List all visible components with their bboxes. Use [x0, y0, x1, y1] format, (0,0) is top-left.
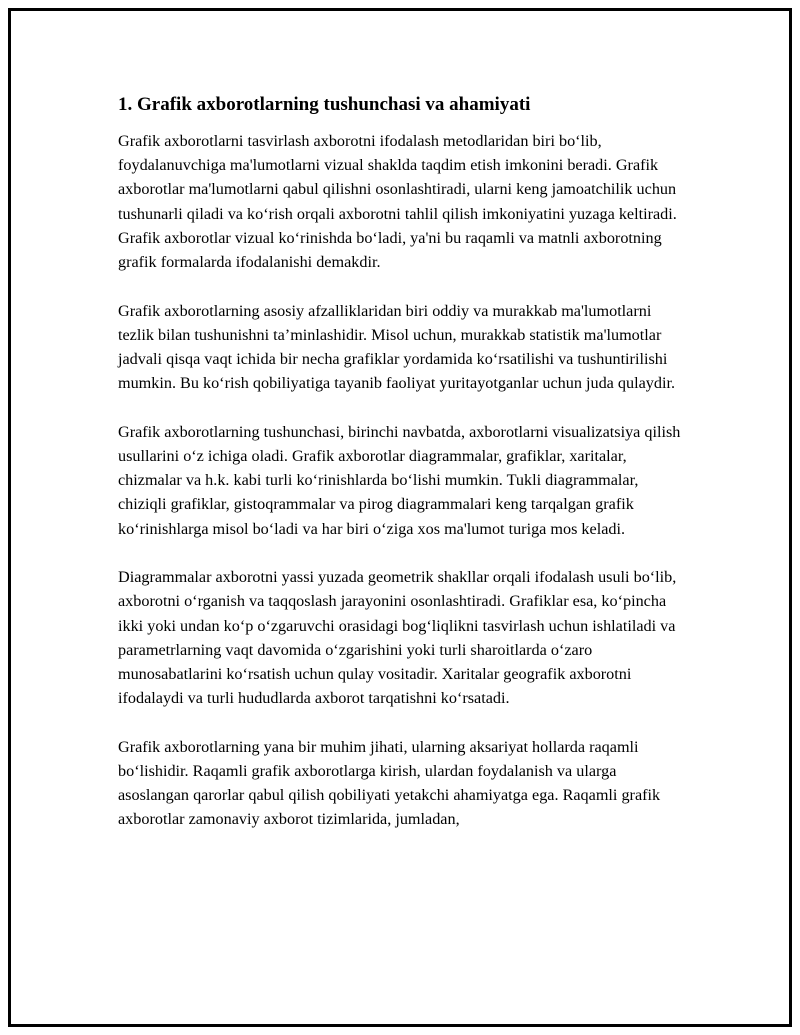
paragraph-4: Diagrammalar axborotni yassi yuzada geometrik shakllar orqali ifodalash usuli bo‘lib, axborotni o‘rganish va taqqoslash jarayonini osonlashtiradi. Grafiklar esa, ko‘pincha ikki yoki undan ko‘p o‘zgaruvchi orasidagi bog‘liqlikni tasvirlash uchun ishlatiladi va parametrlarning vaqt davomida o‘zgarishini yoki turli sharoitlarda o‘zaro munosabatlarini ko‘rsatish uchun qulay vositadir. Xaritalar geografik axborotni ifodalaydi va turli hududlarda axborot tarqatishni ko‘rsatadi.	[118, 568, 677, 708]
paragraph-5: Grafik axborotlarning yana bir muhim jihati, ularning aksariyat hollarda raqamli bo‘lishidir. Raqamli grafik axborotlarga kirish, ulardan foydalanish va ularga asoslangan qarorlar qabul qilish qobiliyati yetakchi ahamiyatga ega. Raqamli grafik axborotlar zamonaviy axborot tizimlarida, jumladan,	[118, 737, 661, 829]
paragraph-3: Grafik axborotlarning tushunchasi, birinchi navbatda, axborotlarni visualizatsiya qilish usullarini o‘z ichiga oladi. Grafik axborotlar diagrammalar, grafiklar, xaritalar, chizmalar va h.k. kabi turli ko‘rinishlarda bo‘lishi mumkin. Tukli diagrammalar, chiziqli grafiklar, gistoqrammalar va pirog diagrammalari keng tarqalgan grafik ko‘rinishlarga misol bo‘ladi va har biri o‘ziga xos ma'lumot turiga mos keladi.	[118, 422, 681, 538]
paragraph-1: Grafik axborotlarni tasvirlash axborotni ifodalash metodlaridan biri bo‘lib, foydalanuvchiga ma'lumotlarni vizual shaklda taqdim etish imkonini beradi. Grafik axborotlar ma'lumotlarni qabul qilishni osonlashtiradi, ularni keng jamoatchilik uchun tushunarli qiladi va ko‘rish orqali axborotni tahlil qilish imkoniyatini yuzaga keltiradi. Grafik axborotlar vizual ko‘rinishda bo‘ladi, ya'ni bu raqamli va matnli axborotning grafik formalarda ifodalanishi demakdir.	[118, 132, 677, 272]
section-heading: 1. Grafik axborotlarning tushunchasi va ahamiyati	[118, 94, 531, 115]
paragraph-2: Grafik axborotlarning asosiy afzalliklaridan biri oddiy va murakkab ma'lumotlarni tezlik bilan tushunishni ta’minlashidir. Misol uchun, murakkab statistik ma'lumotlar jadvali qisqa vaqt ichida bir necha grafiklar yordamida ko‘rsatilishi va tushuntirilishi mumkin. Bu ko‘rish qobiliyatiga tayanib faoliyat yuritayotganlar uchun juda qulaydir.	[118, 301, 676, 393]
document-body	[118, 93, 684, 856]
